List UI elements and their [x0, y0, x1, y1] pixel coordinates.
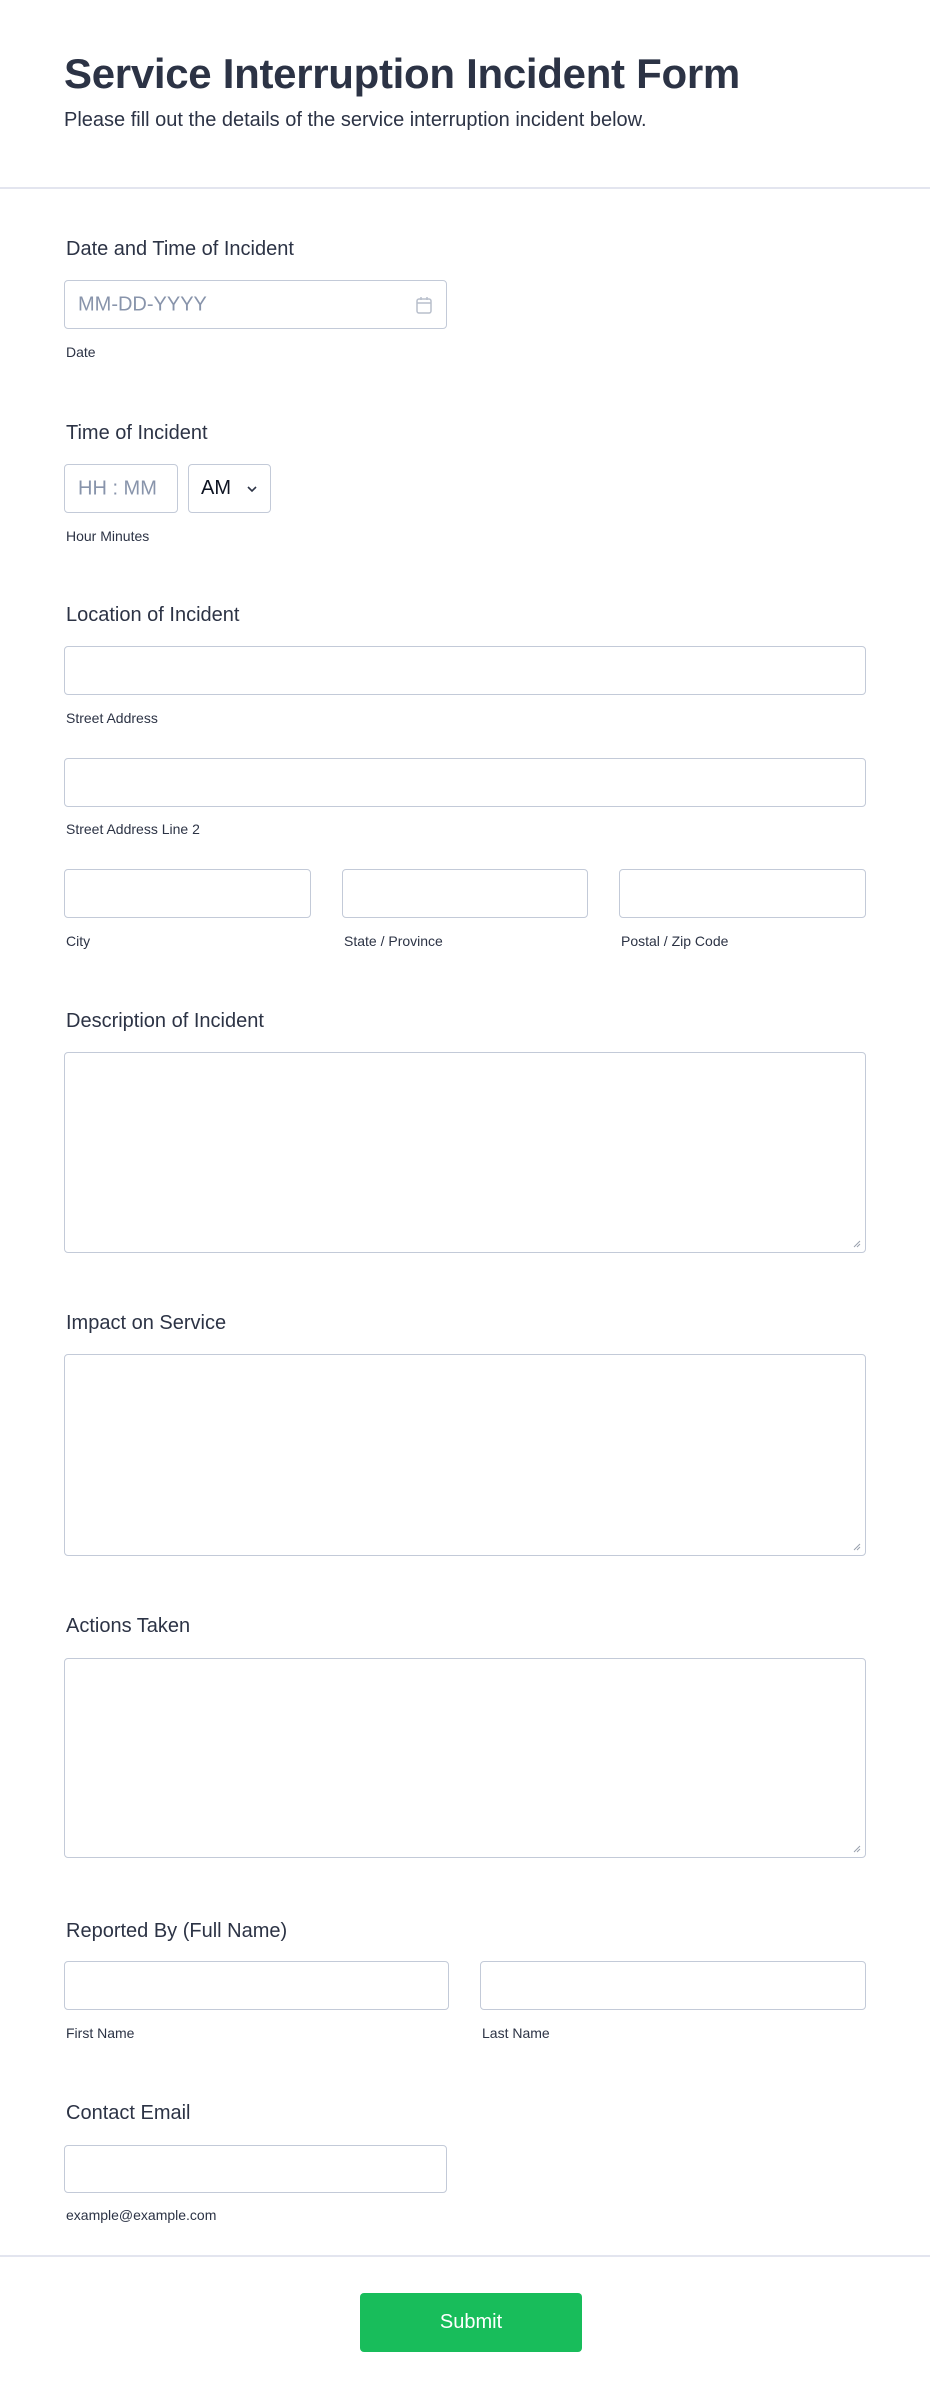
- resize-handle-icon[interactable]: [853, 1845, 861, 1853]
- form-subtitle: Please fill out the details of the service interruption incident below.: [64, 109, 647, 131]
- street-address-sublabel: Street Address: [66, 710, 158, 726]
- resize-handle-icon[interactable]: [853, 1543, 861, 1551]
- chevron-down-icon: [246, 485, 258, 493]
- submit-button[interactable]: Submit: [360, 2293, 582, 2352]
- first-name-sublabel: First Name: [66, 2025, 135, 2041]
- state-input[interactable]: [342, 869, 588, 918]
- email-sublabel: example@example.com: [66, 2207, 217, 2223]
- location-label: Location of Incident: [66, 604, 240, 626]
- street-address-input[interactable]: [64, 646, 866, 695]
- first-name-input[interactable]: [64, 1961, 449, 2010]
- email-label: Contact Email: [66, 2102, 191, 2124]
- ampm-select[interactable]: [188, 464, 271, 513]
- description-label: Description of Incident: [66, 1010, 264, 1032]
- description-textarea[interactable]: [64, 1052, 866, 1253]
- city-input[interactable]: [64, 869, 311, 918]
- last-name-input[interactable]: [480, 1961, 866, 2010]
- impact-textarea[interactable]: [64, 1354, 866, 1556]
- resize-handle-icon[interactable]: [853, 1240, 861, 1248]
- calendar-icon[interactable]: [416, 296, 432, 314]
- last-name-sublabel: Last Name: [482, 2025, 550, 2041]
- city-sublabel: City: [66, 933, 91, 949]
- street-address-line2-input[interactable]: [64, 758, 866, 807]
- date-placeholder: MM-DD-YYYY: [78, 293, 207, 315]
- street-address-line2-sublabel: Street Address Line 2: [66, 821, 200, 837]
- zip-sublabel: Postal / Zip Code: [621, 933, 729, 949]
- email-input[interactable]: [64, 2145, 447, 2193]
- ampm-value: AM: [201, 477, 231, 499]
- header-divider: [0, 187, 930, 189]
- time-label: Time of Incident: [66, 422, 208, 444]
- zip-input[interactable]: [619, 869, 866, 918]
- actions-label: Actions Taken: [66, 1615, 191, 1637]
- state-sublabel: State / Province: [344, 933, 443, 949]
- time-placeholder: HH : MM: [78, 477, 157, 499]
- time-sublabel: Hour Minutes: [66, 528, 150, 544]
- impact-label: Impact on Service: [66, 1312, 227, 1334]
- date-input[interactable]: [64, 280, 447, 329]
- date-sublabel: Date: [66, 344, 96, 360]
- reported-by-label: Reported By (Full Name): [66, 1920, 288, 1942]
- actions-textarea[interactable]: [64, 1658, 866, 1858]
- footer-divider: [0, 2255, 930, 2257]
- form-title: Service Interruption Incident Form: [64, 50, 740, 97]
- date-label: Date and Time of Incident: [66, 238, 294, 260]
- time-input[interactable]: [64, 464, 178, 513]
